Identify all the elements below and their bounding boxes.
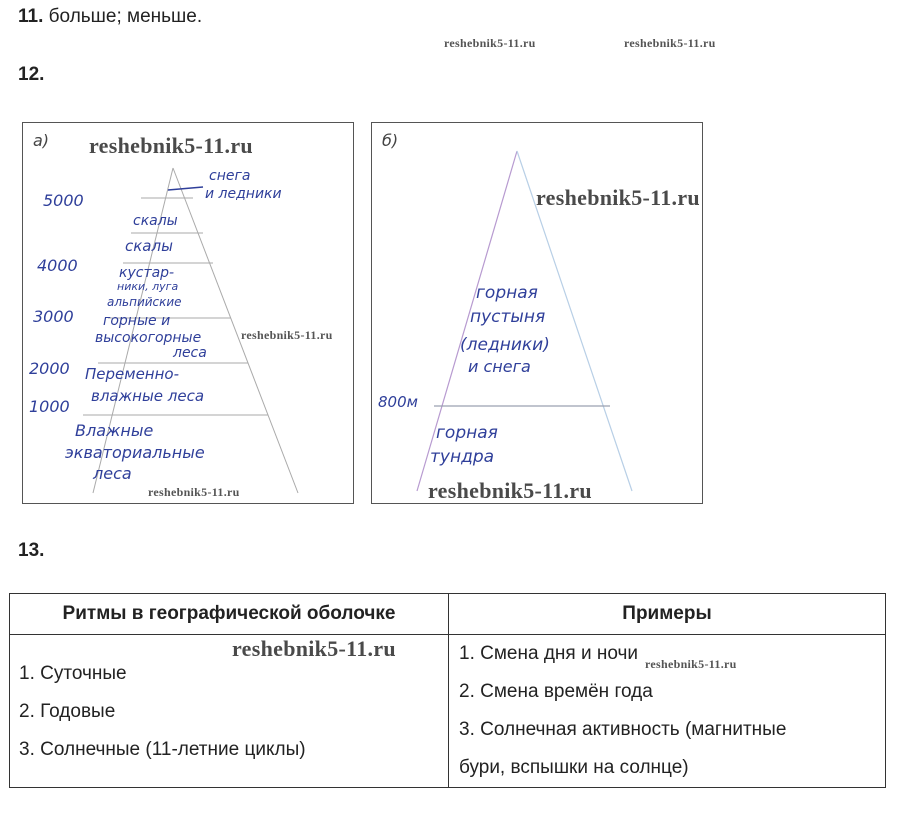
- height-label: 3000: [33, 307, 74, 326]
- height-label: 2000: [29, 359, 70, 378]
- answer-11: [18, 6, 202, 28]
- zone-label: скалы: [133, 213, 178, 229]
- table-header-row: [10, 594, 886, 635]
- table-row: [10, 635, 886, 788]
- zone-label: снега: [209, 168, 251, 184]
- figure-b-label: б): [382, 131, 399, 150]
- annotation-pointer: [168, 187, 203, 190]
- zone-label: Влажные: [75, 421, 154, 440]
- zone-label: скалы: [125, 237, 173, 255]
- zone-label: (ледники): [460, 335, 550, 355]
- zone-label: горная: [476, 283, 538, 303]
- watermark: reshebnik5-11.ru: [89, 133, 253, 158]
- answer-11-text: больше; меньше.: [48, 6, 203, 27]
- zone-label: пустыня: [470, 307, 546, 327]
- zone-label: горные и: [103, 313, 171, 329]
- watermark: reshebnik5-11.ru: [645, 657, 737, 671]
- zone-label: и ледники: [205, 186, 282, 202]
- zone-label: экваториальные: [65, 443, 205, 462]
- zone-label: ники, луга: [117, 280, 179, 293]
- watermark: reshebnik5-11.ru: [428, 478, 592, 503]
- list-item: 1. Суточные: [19, 663, 127, 684]
- zone-label: леса: [173, 345, 207, 361]
- zone-label: влажные леса: [91, 387, 205, 405]
- table-header-rhythms: Ритмы в географической оболочке: [10, 594, 449, 635]
- zone-label: альпийские: [107, 295, 182, 309]
- zone-label: и снега: [468, 357, 531, 376]
- question-number-12: 12.: [18, 64, 45, 85]
- zone-label: Переменно-: [85, 365, 180, 383]
- figure-b: [371, 122, 703, 504]
- watermark: reshebnik5-11.ru: [232, 636, 396, 661]
- watermark: reshebnik5-11.ru: [241, 328, 333, 342]
- figure-a: [22, 122, 354, 504]
- watermark: reshebnik5-11.ru: [536, 185, 700, 210]
- rhythms-table: [9, 593, 886, 788]
- zone-label: высокогорные: [95, 330, 202, 346]
- figure-a-label: а): [33, 131, 50, 150]
- list-item: 2. Годовые: [19, 701, 116, 722]
- height-label: 5000: [43, 191, 84, 210]
- zone-label: кустар-: [119, 265, 175, 281]
- list-item: 1. Смена дня и ночи: [459, 643, 639, 664]
- height-label: 800м: [378, 393, 418, 411]
- height-label: 1000: [29, 397, 70, 416]
- list-item: 3. Солнечная активность (магнитные: [459, 719, 787, 740]
- height-label: 4000: [37, 256, 78, 275]
- zone-label: леса: [93, 464, 132, 483]
- question-number-11: 11.: [18, 6, 44, 27]
- list-item: 3. Солнечные (11-летние циклы): [19, 739, 306, 760]
- list-item: 2. Смена времён года: [459, 681, 653, 702]
- list-item: бури, вспышки на солнце): [459, 757, 689, 778]
- watermark: reshebnik5-11.ru: [148, 485, 240, 499]
- table-header-examples: Примеры: [449, 594, 886, 635]
- question-number-13: 13.: [18, 540, 45, 561]
- watermark: reshebnik5-11.ru: [624, 36, 716, 50]
- watermark: reshebnik5-11.ru: [444, 36, 536, 50]
- zone-label: тундра: [430, 447, 495, 467]
- zone-label: горная: [436, 423, 498, 443]
